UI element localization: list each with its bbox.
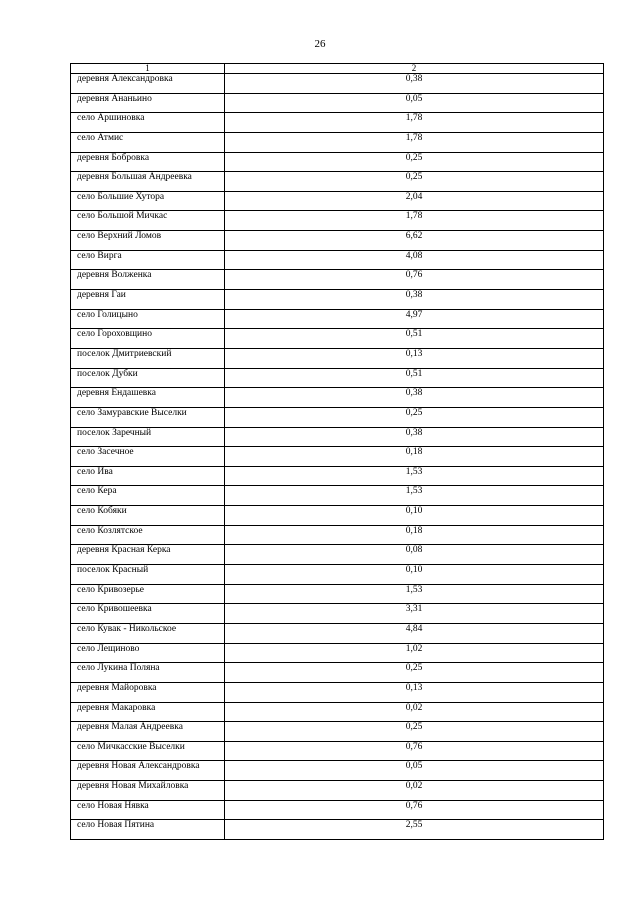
value-cell: 0,38: [225, 74, 604, 94]
value-cell: 2,04: [225, 191, 604, 211]
settlement-name-cell: село Новая Пятина: [71, 820, 225, 840]
value-cell: 1,53: [225, 466, 604, 486]
value-cell: 0,05: [225, 761, 604, 781]
settlement-name-cell: деревня Красная Керка: [71, 545, 225, 565]
settlement-name-cell: деревня Гаи: [71, 290, 225, 310]
value-cell: 0,13: [225, 682, 604, 702]
table-row: [71, 93, 604, 113]
table-row: [71, 447, 604, 467]
value-cell: 0,51: [225, 329, 604, 349]
table-row: [71, 466, 604, 486]
table-row: [71, 152, 604, 172]
settlement-name-cell: деревня Малая Андреевка: [71, 722, 225, 742]
table-row: [71, 820, 604, 840]
value-cell: 0,38: [225, 427, 604, 447]
table-row: [71, 329, 604, 349]
table-row: [71, 506, 604, 526]
table-row: [71, 702, 604, 722]
value-cell: 0,38: [225, 388, 604, 408]
settlement-name-cell: село Атмис: [71, 132, 225, 152]
table-row: [71, 368, 604, 388]
table-row: [71, 309, 604, 329]
table-row: [71, 545, 604, 565]
table-row: [71, 800, 604, 820]
value-cell: 0,38: [225, 290, 604, 310]
value-cell: 0,25: [225, 172, 604, 192]
settlement-name-cell: село Кувак - Никольское: [71, 623, 225, 643]
table-row: [71, 191, 604, 211]
table-row: [71, 427, 604, 447]
table-row: [71, 761, 604, 781]
value-cell: 0,18: [225, 447, 604, 467]
table-row: [71, 290, 604, 310]
page-number: 26: [314, 38, 326, 50]
settlement-name-cell: село Новая Нявка: [71, 800, 225, 820]
settlement-name-cell: село Засечное: [71, 447, 225, 467]
settlement-name-cell: село Лещиново: [71, 643, 225, 663]
settlement-name-cell: деревня Майоровка: [71, 682, 225, 702]
table-row: [71, 172, 604, 192]
value-cell: 0,13: [225, 348, 604, 368]
value-cell: 1,78: [225, 211, 604, 231]
settlement-name-cell: село Большой Мичкас: [71, 211, 225, 231]
table-row: [71, 584, 604, 604]
table-row: [71, 348, 604, 368]
value-cell: 4,84: [225, 623, 604, 643]
settlement-name-cell: деревня Бобровка: [71, 152, 225, 172]
table-row: [71, 682, 604, 702]
table-row: [71, 525, 604, 545]
settlement-name-cell: поселок Дмитриевский: [71, 348, 225, 368]
value-cell: 0,02: [225, 702, 604, 722]
value-cell: 0,51: [225, 368, 604, 388]
table-row: [71, 407, 604, 427]
value-cell: 3,31: [225, 604, 604, 624]
settlement-name-cell: село Кривошеевка: [71, 604, 225, 624]
table-row: [71, 250, 604, 270]
settlement-name-cell: село Лукина Поляна: [71, 663, 225, 683]
value-cell: 1,53: [225, 584, 604, 604]
value-cell: 0,05: [225, 93, 604, 113]
table-row: [71, 623, 604, 643]
value-cell: 2,55: [225, 820, 604, 840]
settlement-name-cell: поселок Красный: [71, 565, 225, 585]
value-cell: 0,18: [225, 525, 604, 545]
value-cell: 4,97: [225, 309, 604, 329]
value-cell: 0,25: [225, 663, 604, 683]
table-row: [71, 741, 604, 761]
settlement-name-cell: село Кривозерье: [71, 584, 225, 604]
value-cell: 1,53: [225, 486, 604, 506]
column-header-2: 2: [225, 64, 604, 74]
table-header-row: [71, 64, 604, 74]
table-row: [71, 722, 604, 742]
table-row: [71, 270, 604, 290]
value-cell: 0,25: [225, 407, 604, 427]
settlement-name-cell: деревня Александровка: [71, 74, 225, 94]
settlement-name-cell: село Гороховщино: [71, 329, 225, 349]
settlement-name-cell: село Козлятское: [71, 525, 225, 545]
settlement-name-cell: деревня Новая Александровка: [71, 761, 225, 781]
settlement-name-cell: село Верхний Ломов: [71, 231, 225, 251]
table-row: [71, 643, 604, 663]
settlement-name-cell: село Голицыно: [71, 309, 225, 329]
table-row: [71, 231, 604, 251]
value-cell: 1,78: [225, 132, 604, 152]
column-header-1: 1: [71, 64, 225, 74]
value-cell: 0,08: [225, 545, 604, 565]
table-row: [71, 565, 604, 585]
data-table: [70, 63, 604, 840]
table-row: [71, 113, 604, 133]
value-cell: 1,78: [225, 113, 604, 133]
table-row: [71, 211, 604, 231]
value-cell: 0,25: [225, 722, 604, 742]
settlement-name-cell: село Кобяки: [71, 506, 225, 526]
settlement-name-cell: деревня Новая Михайловка: [71, 781, 225, 801]
settlement-name-cell: село Кера: [71, 486, 225, 506]
settlement-name-cell: село Мичкасские Выселки: [71, 741, 225, 761]
value-cell: 0,76: [225, 270, 604, 290]
settlement-name-cell: деревня Ендашевка: [71, 388, 225, 408]
table-body: [71, 74, 604, 840]
settlement-name-cell: поселок Дубки: [71, 368, 225, 388]
table-row: [71, 663, 604, 683]
value-cell: 1,02: [225, 643, 604, 663]
value-cell: 0,76: [225, 800, 604, 820]
settlement-name-cell: деревня Макаровка: [71, 702, 225, 722]
value-cell: 0,76: [225, 741, 604, 761]
table-row: [71, 74, 604, 94]
table-row: [71, 781, 604, 801]
settlement-name-cell: поселок Заречный: [71, 427, 225, 447]
settlement-name-cell: село Большие Хутора: [71, 191, 225, 211]
settlement-name-cell: село Вирга: [71, 250, 225, 270]
settlement-name-cell: деревня Ананьино: [71, 93, 225, 113]
value-cell: 0,02: [225, 781, 604, 801]
table-row: [71, 388, 604, 408]
value-cell: 4,08: [225, 250, 604, 270]
settlement-name-cell: деревня Волженка: [71, 270, 225, 290]
settlement-name-cell: село Аршиновка: [71, 113, 225, 133]
table-row: [71, 132, 604, 152]
value-cell: 0,25: [225, 152, 604, 172]
settlement-name-cell: деревня Большая Андреевка: [71, 172, 225, 192]
value-cell: 0,10: [225, 565, 604, 585]
table-row: [71, 604, 604, 624]
value-cell: 6,62: [225, 231, 604, 251]
value-cell: 0,10: [225, 506, 604, 526]
table-row: [71, 486, 604, 506]
settlement-name-cell: село Замуравские Выселки: [71, 407, 225, 427]
settlement-name-cell: село Ива: [71, 466, 225, 486]
